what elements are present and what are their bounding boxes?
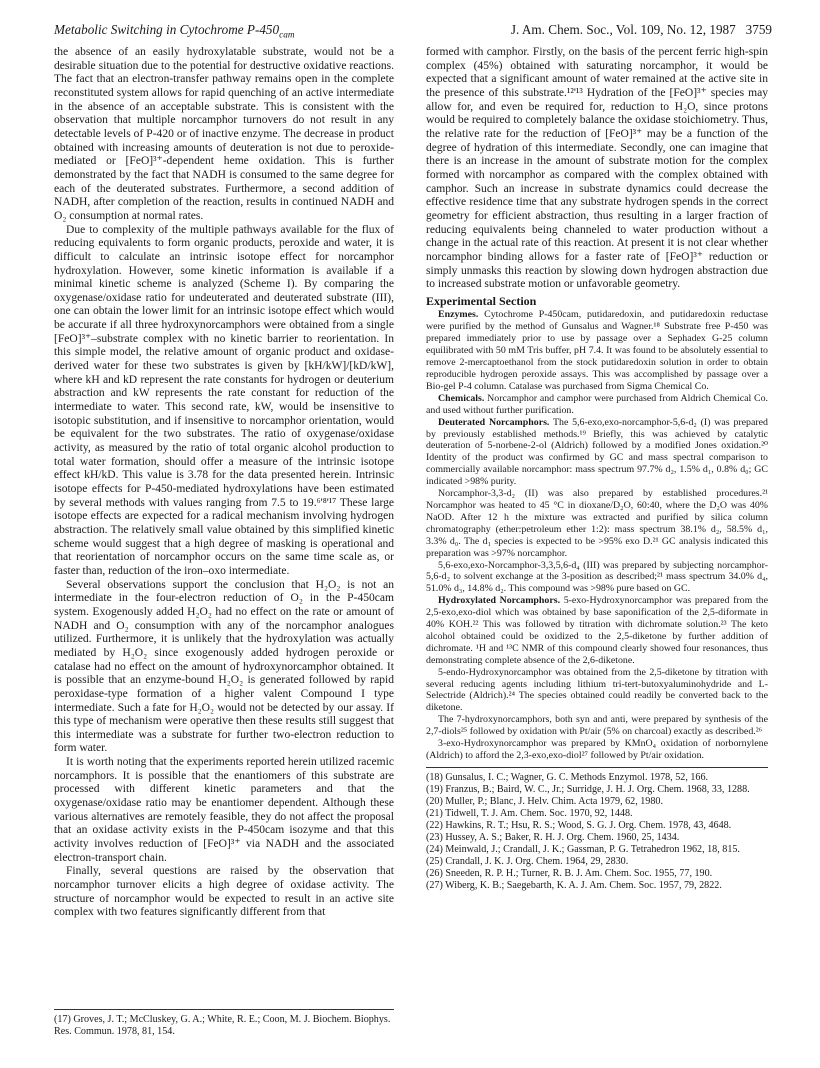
paragraph: 5-endo-Hydroxynorcamphor was obtained from the 2,5-diketone by titration with several reducing agents including lithium tri-tert-butoxyaluminohydride and L-Selectride (Aldrich).²⁴ The species obtained could readily be converted back to the diketone. (426, 666, 768, 714)
journal-citation: J. Am. Chem. Soc., Vol. 109, No. 12, 1987 3759 (510, 22, 772, 37)
reference-item: (19) Franzus, B.; Baird, W. C., Jr.; Surridge, J. H. J. Org. Chem. 1968, 33, 1288. (426, 783, 750, 795)
reference-item: (21) Tidwell, T. J. Am. Chem. Soc. 1970, 92, 1448. (426, 807, 633, 819)
paragraph: It is worth noting that the experiments reported herein utilized racemic norcamphors. It is possible that the enantiomers of this substrate are processed with different kinetic parameters and that the oxygenase/oxidase ratio may be enantiomer dependent. Although these various alternatives are remotely feasible, they do not affect the proposal that an oxidase activity exists in the P-450cam isozyme and that this activity involves reduction of [FeO]³⁺ via NADH and the associated electron-transport chain. (54, 756, 394, 864)
paragraph: Finally, several questions are raised by the observation that norcamphor turnover elicits a high degree of oxidase activity. The structure of norcamphor would be expected to result in an active site complex with two features significantly different from that (54, 865, 394, 919)
reference-item: (24) Meinwald, J.; Crandall, J. K.; Gassman, P. G. Tetrahedron 1962, 18, 815. (426, 843, 740, 855)
experimental-section (426, 309, 768, 761)
reference-item: (23) Hussey, A. S.; Baker, R. H. J. Org. Chem. 1960, 25, 1434. (426, 831, 680, 843)
reference-item: (25) Crandall, J. K. J. Org. Chem. 1964, 29, 2830. (426, 855, 629, 867)
reference-item: (22) Hawkins, R. T.; Hsu, R. S.; Wood, S. G. J. Org. Chem. 1978, 43, 4648. (426, 819, 732, 831)
page-number: 3759 (745, 22, 772, 37)
paragraph: Due to complexity of the multiple pathways available for the flux of reducing equivalents to form organic products, peroxide and water, it is difficult to calculate an intrinsic isotope effect for norcamphor hydroxylation. However, some kinetic information is available if a minimal kinetic scheme is analyzed (Scheme I). By comparing the oxygenase/oxidase ratio for undeuterated and deuterated substrate (III), one can obtain the lower limit for an intrinsic isotope effect which would be accurate if all three hydroxynorcamphors were obtained from a single [FeO]³⁺–substrate complex with no kinetic barrier to reorientation. In this simple model, the relative amount of organic product and oxidase-derived water for these two substrates is given by [kH/kW]/[kD/kW], where kH and kD represent the rate constants for hydrogen or deuterium abstraction and kW represents the rate constant for reduction of the intermediate to water. This second rate, kW, would be insensitive to isotopic substitution, and if insensitive to norcamphor orientation, would be equivalent for the two substrates. The ratio of oxygenase/oxidase activity, as measured by the ratio of total organic alcohol production to total water formation, should offer a measure of the intrinsic isotope effect kH/kD. This value is 3.78 for the data presented herein. Intrinsic isotope effects for P-450-mediated hydroxylations have been estimated by several methods with values ranging from 7.5 to 19.⁶'⁸'¹⁷ These large isotope effects are expected for a radical mechanism involving hydrogen abstraction. The relatively small value obtained by this simplified kinetic scheme would suggest that a high degree of masking is operational and that reorientation of norcamphor occurs on the same time scale as, or faster than, reduction of the iron–oxo intermediate. (54, 223, 394, 577)
paragraph: 5,6-exo,exo-Norcamphor-3,3,5,6-d₄ (III) was prepared by subjecting norcamphor-5,6-d₂ to solvent exchange at the 3-position as described;²¹ mass spectrum 34.0% d₄, 51.0% d₃, 14.8% d₂. This compound was >98% pure based on GC. (426, 559, 768, 595)
paragraph: the absence of an easily hydroxylatable substrate, would not be a desirable situation due to the potential for destructive oxidative reactions. The fact that an electron-transfer pathway remains open in the complete reconstituted system allows for rapid quenching of an active intermediate in the absence of an acceptable substrate. This is consistent with the observation that multiple norcamphor turnovers do not result in any detectable levels of P-420 or of inactive enzyme. The decrease in product obtained with increasing amounts of deuteration is not due to peroxide-mediated or [FeO]³⁺-dependent heme oxidation. This is further demonstrated by the fact that NADH is consumed to the same degree for each of the deuterated substrates. Furthermore, a second addition of NADH, after completion of the reaction, results in continued NADH and O₂ consumption at normal rates. (54, 46, 394, 222)
reference-item: (18) Gunsalus, I. C.; Wagner, G. C. Methods Enzymol. 1978, 52, 166. (426, 771, 709, 783)
reference-item: (20) Muller, P.; Blanc, J. Helv. Chim. Acta 1979, 62, 1980. (426, 795, 663, 807)
running-header (54, 22, 772, 40)
footnote-rule (54, 1009, 394, 1010)
paragraph-deuterated: Deuterated Norcamphors. The 5,6-exo,exo-norcamphor-5,6-d₂ (I) was prepared by previously established methods.¹⁹ Briefly, this was achieved by catalytic deuteration of 5-norbene-2-ol (Aldrich) followed by a modified Jones oxidation.²⁰ Identity of the product was confirmed by GC and mass spectral comparison to commercially available norcamphor: mass spectrum 97.7% d₂, 1.5% d₁, 0.8% d₀; GC indicated >98% purity. (426, 416, 768, 488)
right-column (426, 46, 768, 892)
footnote-left (54, 1009, 394, 1038)
paragraph-hydroxylated: Hydroxylated Norcamphors. 5-exo-Hydroxynorcamphor was prepared from the 2,5-exo,exo-diol which was obtained by base saponification of the 2,5-diformate in 40% KOH.²² This was followed by titration with dichromate solution.²³ The keto alcohol obtained could be oxidized to the 2,5-diketone by further addition of dichromate. ¹H and ¹³C NMR of this compound clearly showed four resonances, thus demonstrating complete absence of the 2,6-diketone. (426, 595, 768, 666)
paragraph: formed with camphor. Firstly, on the basis of the percent ferric high-spin complex (45%) obtained with saturating norcamphor, it would be expected that a significant amount of water remained at the active site in the presence of this substrate.¹²'¹³ Hydration of the [FeO]³⁺ species may allow for, and even be required for, reduction to H₂O, since protons would be required to completely balance the oxidase stoichiometry. Thus, the relative rate for the reduction of [FeO]³⁺ may be a function of the degree of hydration of this intermediate. Secondly, one can imagine that there is an increase in the amount of substrate motion for the complex formed with norcamphor as compared with the complex obtained with camphor. Such an increase in substrate dynamics could decrease the effective residence time that any substrate hydrogen spends in the correct geometry for efficient abstraction, thus resulting in a larger fraction of reducing equivalents being channeled to water production without a change in the actual rate of this reaction. At present it is not clear whether norcamphor binding allows for a faster rate of [FeO]³⁺ reduction or simply unmasks this reaction by slowing down hydrogen abstraction due to increased substrate motion or unfavorable geometry. (426, 46, 768, 291)
reference-item: (26) Sneeden, R. P. H.; Turner, R. B. J. Am. Chem. Soc. 1955, 77, 190. (426, 867, 713, 879)
left-column (54, 46, 394, 920)
paragraph: Norcamphor-3,3-d₂ (II) was also prepared by established procedures.²¹ Norcamphor was heated to 45 °C in dioxane/D₂O, 60:40, where the D₂O was 40% NaOD. After 12 h the mixture was extracted and purified by silica column chromatography (ether:petroleum ether 1:2): mass spectrum 38.1% d₂, 58.5% d₁, 3.3% d₀. The d₁ species is expected to be >95% exo D.²¹ GC analysis indicated this preparation was >97% norcamphor. (426, 488, 768, 559)
paragraph-chemicals: Chemicals. Norcamphor and camphor were purchased from Aldrich Chemical Co. and used without further purification. (426, 392, 769, 416)
footnote-17: (17) Groves, J. T.; McCluskey, G. A.; White, R. E.; Coon, M. J. Biochem. Biophys. Res. Commun. 1978, 81, 154. (54, 1014, 391, 1037)
paragraph-enzymes: Enzymes. Cytochrome P-450cam, putidaredoxin, and putidaredoxin reductase were purified by the method of Gunsalus and Wagner.¹⁸ Substrate free P-450 was prepared immediately prior to use by passage over a Sephadex G-25 column equilibrated with 50 mM Tris buffer, pH 7.4. It was found to be absolutely essential to remove 2-mercaptoethanol from the stock putidaredoxin solution in order to obtain reproducible hydrogen peroxide assays. This was accomplished by passage over a Bio-gel P-4 column. Catalase was purchased from Sigma Chemical Co. (426, 309, 769, 392)
references-rule (426, 767, 768, 768)
running-title: Metabolic Switching in Cytochrome $P-450_{cam}$ (54, 22, 295, 40)
paragraph: Several observations support the conclusion that H₂O₂ is not an intermediate in the four-electron reduction of O₂ in the P-450cam system. Exogenously added H₂O₂ had no effect on the rate or amount of NADH and O₂ consumption with any of the norcamphor analogues utilized. Furthermore, it is unlikely that the hydroxylation was actually mediated by H₂O₂ since exogenously added hydrogen peroxide or catalase had no effect on the amount of hydroxynorcamphor obtained. It is possible that an enzyme-bound H₂O₂ is generated followed by rapid peroxidase-type formation of a higher valent Compound I type intermediate. Such a fate for H₂O₂ would not be detected by our assay. If this type of mechanism were operative then these results still suggest that this intermediate was a substrate for further two-electron reduction to form water. (54, 578, 394, 755)
paragraph: The 7-hydroxynorcamphors, both syn and anti, were prepared by synthesis of the 2,7-diols²⁵ followed by oxidation with Pt/air (5% on charcoal) exactly as described.²⁶ (426, 714, 768, 738)
section-heading: Experimental Section (426, 293, 537, 308)
reference-list (426, 772, 768, 892)
paragraph: 3-exo-Hydroxynorcamphor was prepared by KMnO₄ oxidation of norbornylene (Aldrich) to afford the 2,3-exo,exo-diol²⁷ followed by Pt/air oxidation. (426, 738, 768, 761)
reference-item: (27) Wiberg, K. B.; Saegebarth, K. A. J. Am. Chem. Soc. 1957, 79, 2822. (426, 879, 722, 891)
